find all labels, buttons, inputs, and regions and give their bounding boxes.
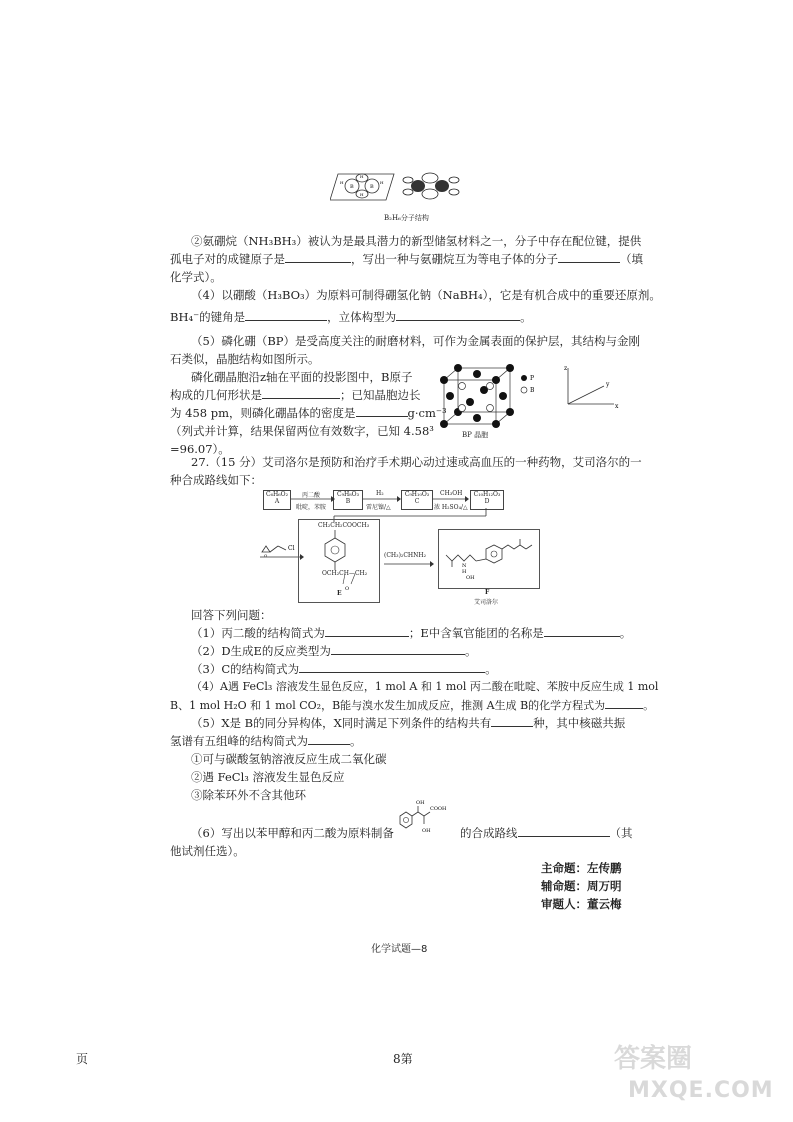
- esmolol-n: N: [462, 563, 467, 569]
- svg-text:H: H: [380, 180, 384, 185]
- scheme-arrow2-bottom: 雷尼镍/△: [366, 504, 391, 511]
- author-main: 主命题：左传鹏: [541, 861, 622, 875]
- footer-left: 页: [76, 1052, 89, 1066]
- condition-3: ③除苯环外不含其他环: [191, 788, 306, 802]
- sub-question-4-line2: B、1 mol H₂O 和 1 mol CO₂，B能与溴水发生加成反应，推测 A生成 B的化学方程式为 。: [170, 696, 654, 715]
- q4-blank-1[interactable]: [245, 308, 327, 321]
- q5-line1: （5）磷化硼（BP）是受高度关注的耐磨材料，可作为金属表面的保护层，其结构与金刚: [191, 334, 641, 348]
- scheme-arrow4-top: (CH₃)₂CHNH₂: [384, 552, 427, 559]
- sub-question-3: （3）C的结构简式为 。: [191, 662, 497, 676]
- q5-line5: 为 458 pm，则磷化硼晶体的密度是 g·cm⁻³: [170, 406, 447, 420]
- sub1-blank-2[interactable]: [544, 624, 620, 637]
- q5-line7: =96.07）。: [170, 442, 230, 456]
- footer-center: 8第: [393, 1052, 413, 1066]
- q4-line2: BH₄⁻的键角是 ，立体构型为 。: [170, 310, 532, 324]
- q5-blank-1[interactable]: [262, 386, 340, 399]
- sub3-blank[interactable]: [299, 660, 485, 673]
- q2-line1: ②氨硼烷（NH₃BH₃）被认为是最具潜力的新型储氢材料之一，分子中存在配位键，提供: [191, 234, 642, 248]
- scheme-box-d: C₁₀H₁₂O₃ D: [470, 490, 504, 510]
- scheme-arrow1-top: 丙二酸: [302, 492, 321, 499]
- svg-text:B: B: [370, 184, 374, 190]
- bp-unit-cell-diagram: [440, 364, 540, 430]
- scheme-box-c: C₉H₁₀O₃ C: [401, 490, 433, 510]
- watermark-site-text: MXQE.COM: [628, 1078, 774, 1103]
- sub4-blank[interactable]: [605, 696, 643, 709]
- axis-y-label: y: [606, 381, 610, 388]
- sub2-blank[interactable]: [331, 642, 465, 655]
- q27-line2: 种合成路线如下：: [170, 473, 262, 487]
- sub-question-6-part1: （6）写出以苯甲醇和丙二酸为原料制备: [191, 826, 394, 840]
- author-assistant: 辅命题：周万明: [541, 879, 622, 893]
- watermark-logo-text: 答案圈: [614, 1044, 693, 1074]
- scheme-arrow3-top: CH₃OH: [440, 490, 463, 497]
- scheme-box-b: C₉H₈O₃ B: [333, 490, 363, 510]
- esmolol-structure: [442, 535, 536, 581]
- compound-f-label: F: [485, 589, 490, 596]
- esmolol-h: H: [462, 569, 467, 575]
- sub-question-6-part2: 的合成路线 （其: [460, 826, 633, 840]
- q2-line2: 孤电子对的成键原子是 ，写出一种与氨硼烷互为等电子体的分子 （填: [170, 252, 643, 266]
- compound-f-name: 艾司洛尔: [474, 599, 499, 606]
- svg-text:H: H: [340, 180, 344, 185]
- q2-blank-2[interactable]: [558, 250, 620, 263]
- q2-line3: 化学式）。: [170, 270, 222, 284]
- q5-line4: 构成的几何形状是 ；已知晶胞边长: [170, 388, 421, 402]
- page-title: 化学试题—8: [371, 944, 428, 955]
- svg-text:H: H: [360, 174, 364, 179]
- sub5-blank-1[interactable]: [491, 714, 533, 727]
- scheme-arrows-row: [289, 496, 471, 502]
- bp-caption: BP 晶胞: [462, 431, 489, 439]
- q4-blank-2[interactable]: [396, 308, 520, 321]
- condition-2: ②遇 FeCl₃ 溶液发生显色反应: [191, 770, 345, 784]
- sub-question-1: （1）丙二酸的结构简式为 ；E中含氧官能团的名称是 。: [191, 626, 632, 640]
- condition-1: ①可与碳酸氢钠溶液反应生成二氧化碳: [191, 752, 387, 766]
- author-reviewer: 审题人：董云梅: [541, 897, 622, 911]
- sub5-blank-2[interactable]: [308, 732, 350, 745]
- sub-question-5-line2: 氢谱有五组峰的结构简式为 。: [170, 734, 362, 748]
- legend-p: P: [530, 375, 535, 382]
- q4-line1: （4）以硼酸（H₃BO₃）为原料可制得硼氢化钠（NaBH₄），它是有机合成中的重要还原剂。: [191, 288, 661, 302]
- compound-e-o: O: [345, 586, 350, 592]
- target-cooh: COOH: [430, 806, 447, 812]
- esmolol-oh: OH: [466, 575, 475, 581]
- scheme-arrow3-bottom: 浓 H₂SO₄/△: [434, 504, 468, 511]
- compound-e-bottom-group: OCH₂CH—CH₂: [322, 570, 368, 577]
- sub-question-6-line2: 他试剂任选）。: [170, 844, 245, 858]
- target-product-structure: [394, 794, 458, 840]
- b2h6-structure-diagram: [330, 166, 480, 208]
- q2-blank-1[interactable]: [285, 250, 351, 263]
- target-oh-bottom: OH: [422, 828, 431, 834]
- legend-b: B: [530, 387, 535, 394]
- svg-text:O: O: [264, 553, 268, 558]
- xyz-axes-diagram: [558, 364, 622, 412]
- target-oh-top: OH: [416, 800, 425, 806]
- axis-x-label: x: [615, 403, 619, 410]
- compound-e-top-group: CH₂CH₂COOCH₃: [318, 522, 370, 529]
- q5-line2: 石类似，晶胞结构如图所示。: [170, 352, 320, 366]
- sub1-blank-1[interactable]: [325, 624, 409, 637]
- q27-line1: 27.（15 分）艾司洛尔是预防和治疗手术期心动过速或高血压的一种药物，艾司洛尔的一: [191, 455, 642, 469]
- scheme-arrow2-top: H₂: [376, 490, 384, 497]
- answer-intro: 回答下列问题：: [191, 608, 272, 622]
- q5-blank-2[interactable]: [356, 404, 408, 417]
- sub6-blank[interactable]: [518, 824, 610, 837]
- sub-question-4-line1: （4）A遇 FeCl₃ 溶液发生显色反应，1 mol A 和 1 mol 丙二酸在吡啶、苯胺中反应生成 1 mol: [191, 680, 659, 693]
- b2h6-caption: B₂H₆分子结构: [384, 214, 429, 222]
- svg-text:H: H: [360, 192, 364, 197]
- scheme-arrow1-bottom: 吡啶，苯胺: [296, 504, 327, 511]
- compound-e-structure: [305, 530, 373, 592]
- sub-question-2: （2）D生成E的反应类型为 。: [191, 644, 477, 658]
- compound-e-label: E: [337, 590, 342, 597]
- svg-text:B: B: [350, 184, 354, 190]
- sub-question-5-line1: （5）X是 B的同分异构体，X同时满足下列条件的结构共有 种，其中核磁共振: [191, 716, 626, 730]
- scheme-box-a: C₆H₆O₂ A: [263, 490, 291, 510]
- q5-line3: 磷化硼晶胞沿z轴在平面的投影图中，B原子: [191, 370, 413, 384]
- reagent-cl: Cl: [288, 545, 295, 552]
- scheme-arrow-e-to-f: [382, 561, 438, 567]
- axis-z-label: z: [564, 365, 568, 372]
- q5-line6: （列式并计算，结果保留两位有效数字，已知 4.58³: [170, 424, 434, 438]
